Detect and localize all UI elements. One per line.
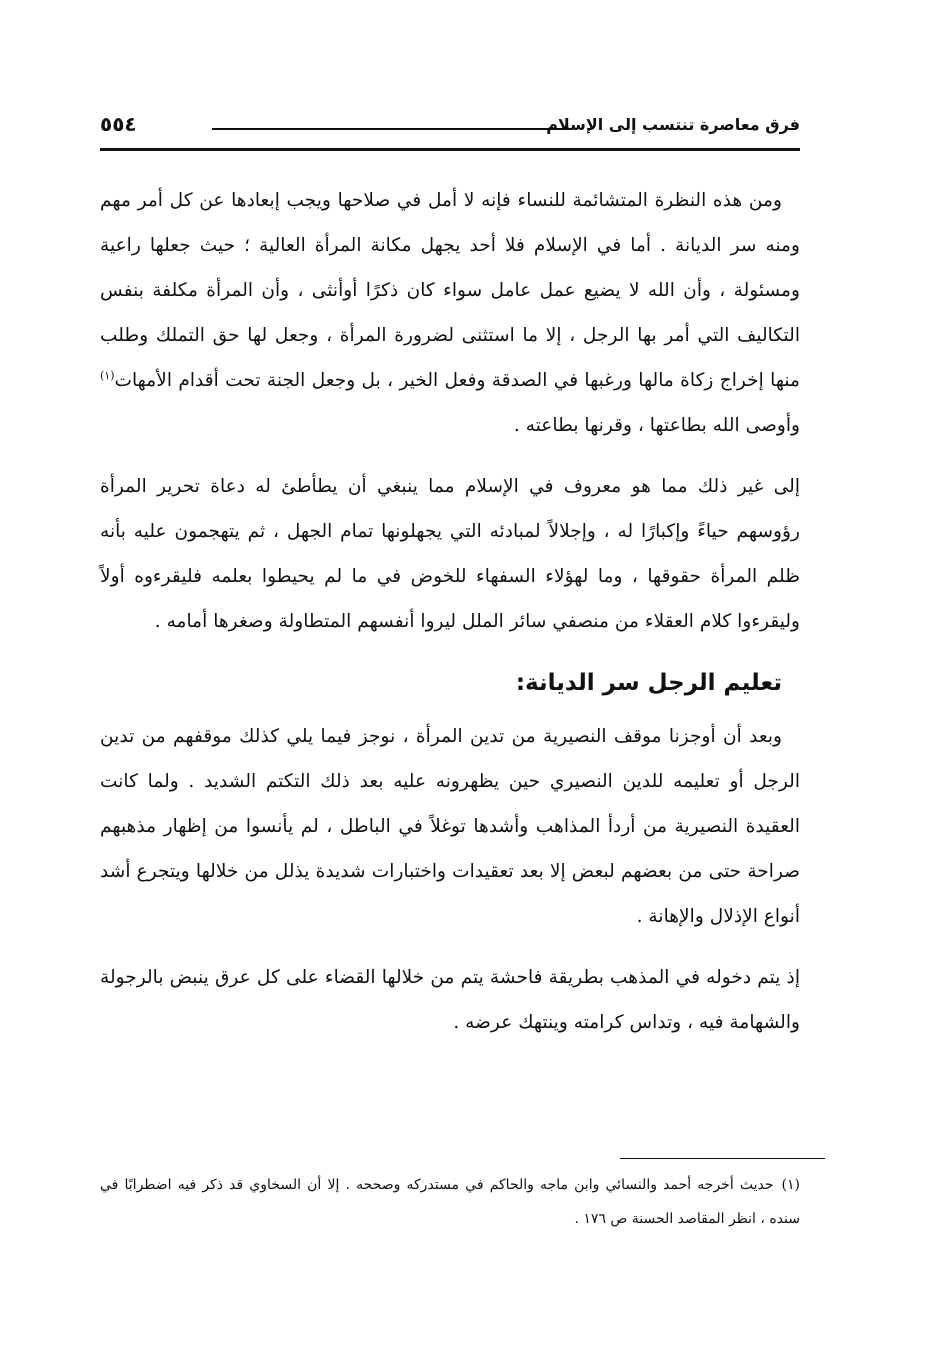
paragraph-women-status (100, 178, 800, 448)
footnote-item (100, 1168, 800, 1236)
paragraph-man-teaching: وبعد أن أوجزنا موقف النصيرية من تدين المرأة ، نوجز فيما يلي كذلك موقفهم من تدين الرجل أو تعليمه للدين النصيري حين يظهرونه عليه بعد ذلك التكتم الشديد . ولما كانت العقيدة النصيرية من أردأ المذاهب وأشدها توغلاً في الباطل ، لم يأنسوا من إظهار مذهبهم صراحة حتى من بعضهم لبعض إلا بعد تعقيدات واختبارات شديدة يذلل من خلالها ويتجرع أشد أنواع الإذلال والإهانة . (100, 726, 800, 927)
page-header (100, 100, 800, 151)
paragraph-initiation: إذ يتم دخوله في المذهب بطريقة فاحشة يتم من خلالها القضاء على كل عرق ينبض بالرجولة والشهامة فيه ، وتداس كرامته وينتهك عرضه . (100, 967, 800, 1033)
section-heading: تعليم الرجل سر الديانة: (515, 670, 782, 696)
paragraph-text: ومن هذه النظرة المتشائمة للنساء فإنه لا أمل في صلاحها ويجب إبعادها عن كل أمر مهم ومنه سر الديانة . أما في الإسلام فلا أحد يجهل مكانة المرأة العالية ؛ حيث جعلها راعية ومسئولة ، وأن الله لا يضيع عمل عامل سواء كان ذكرًا أوأنثى ، وأن المرأة مكلفة بنفس التكاليف التي أمر بها الرجل ، إلا ما استثنى لضرورة المرأة ، وجعل لها حق التملك وطلب منها إخراج زكاة مالها ورغبها في الصدقة وفعل الخير ، بل وجعل الجنة تحت أقدام الأمهات (100, 190, 800, 391)
footnote-text: حديث أخرجه أحمد والنسائي وابن ماجه والحاكم في مستدركه وصححه . إلا أن السخاوي قد ذكر فيه اضطرابًا في سنده ، انظر المقاصد الحسنة ص ١٧٦ . (100, 1177, 800, 1227)
main-text (100, 178, 800, 1061)
footnote-number: (١) (781, 1177, 800, 1193)
header-rule (212, 128, 568, 130)
page-number: ٥٥٤ (100, 112, 137, 136)
footnote-separator (620, 1158, 825, 1159)
footnote-reference: (١) (100, 368, 115, 382)
running-title: فرق معاصرة تنتسب إلى الإسلام (546, 115, 800, 134)
footnotes (100, 1168, 800, 1236)
paragraph-liberation-advocates: إلى غير ذلك مما هو معروف في الإسلام مما ينبغي أن يطأطئ له دعاة تحرير المرأة رؤوسهم حياءً وإكبارًا له ، وإجلالاً لمبادئه التي يجهلونها تمام الجهل ، ثم يتهجمون عليه بأنه ظلم المرأة حقوقها ، وما لهؤلاء السفهاء للخوض في ما لم يحيطوا بعلمه فليقرءوه أولاً وليقرءوا كلام العقلاء من منصفي سائر الملل ليروا أنفسهم المتطاولة وصغرها أمامه . (100, 476, 800, 632)
paragraph-text-end: وأوصى الله بطاعتها ، وقرنها بطاعته . (513, 415, 800, 436)
